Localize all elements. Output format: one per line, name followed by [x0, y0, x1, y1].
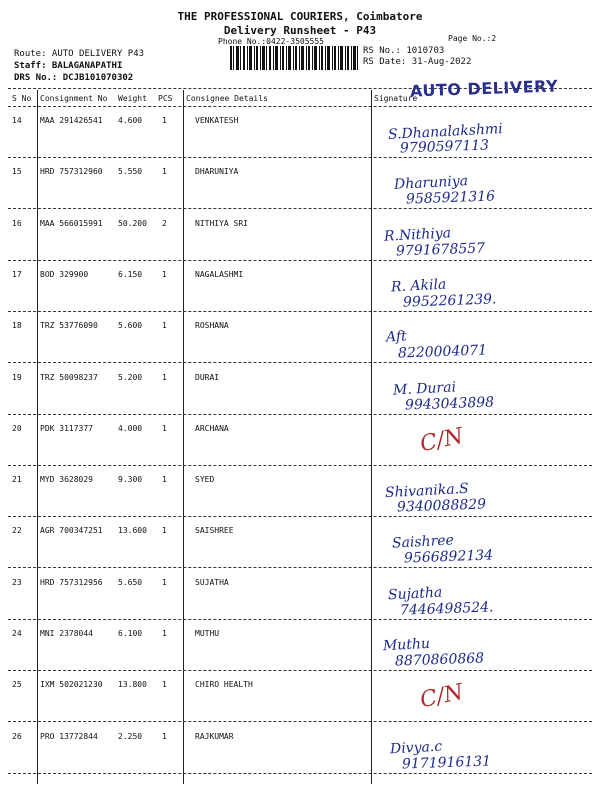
row-divider — [8, 619, 592, 620]
row-weight: 13.600 — [118, 526, 147, 535]
company-title: THE PROFESSIONAL COURIERS, Coimbatore — [177, 10, 423, 23]
row-sno: 16 — [12, 219, 22, 228]
auto-delivery-stamp: AUTO DELIVERY — [409, 76, 559, 101]
row-consignee: NITHIYA SRI — [195, 219, 248, 228]
phone-number: Phone No.:0422-3505555 — [218, 37, 324, 46]
row-cn-mark: C/N — [417, 423, 466, 458]
row-consignee: VENKATESH — [195, 116, 239, 125]
col-divider — [37, 90, 38, 784]
col-weight: Weight — [118, 94, 147, 103]
row-consignment: BOD 329900 — [40, 270, 89, 279]
row-divider — [8, 157, 592, 158]
row-signature-phone: 9943043898 — [404, 394, 495, 414]
col-signature: Signature — [374, 94, 418, 103]
row-sno: 23 — [12, 578, 22, 587]
row-consignment: MAA 566015991 — [40, 219, 103, 228]
row-weight: 4.000 — [118, 424, 143, 433]
row-weight: 5.650 — [118, 578, 143, 587]
row-consignee: ROSHANA — [195, 321, 229, 330]
page-number: Page No.:2 — [448, 34, 497, 43]
row-weight: 4.600 — [118, 116, 143, 125]
row-signature-phone: 9790597113 — [399, 137, 490, 157]
row-sno: 22 — [12, 526, 22, 535]
row-weight: 50.200 — [118, 219, 147, 228]
route-label: Route: AUTO DELIVERY P43 — [14, 49, 145, 59]
row-divider — [8, 773, 592, 774]
row-consignee: DURAI — [195, 373, 220, 382]
row-sno: 24 — [12, 629, 22, 638]
row-consignment: TRZ 53776090 — [40, 321, 98, 330]
row-pcs: 1 — [162, 732, 167, 741]
row-signature-name: R. Akila — [390, 276, 447, 296]
row-signature-phone: 7446498524. — [399, 599, 494, 619]
row-signature-phone: 8870860868 — [394, 650, 485, 670]
row-consignee: NAGALASHMI — [195, 270, 244, 279]
row-signature-phone: 9585921316 — [405, 188, 496, 208]
row-divider — [8, 260, 592, 261]
col-divider — [371, 90, 372, 784]
row-sno: 26 — [12, 732, 22, 741]
barcode-icon — [230, 46, 358, 70]
col-divider — [183, 90, 184, 784]
row-sno: 25 — [12, 680, 22, 689]
row-divider — [8, 670, 592, 671]
row-consignment: IXM 502021230 — [40, 680, 103, 689]
row-signature-name: Saishree — [391, 532, 455, 552]
col-consignment: Consignment No — [40, 94, 108, 103]
row-signature-name: M. Durai — [392, 379, 457, 399]
row-consignment: HRD 757312960 — [40, 167, 103, 176]
row-divider — [8, 311, 592, 312]
row-signature-phone: 9791678557 — [395, 240, 486, 260]
row-signature-name: Muthu — [382, 635, 431, 655]
row-sno: 18 — [12, 321, 22, 330]
row-sno: 19 — [12, 373, 22, 382]
col-consignee: Consignee Details — [186, 94, 268, 103]
row-consignee: SUJATHA — [195, 578, 229, 587]
row-pcs: 1 — [162, 270, 167, 279]
row-consignee: ARCHANA — [195, 424, 229, 433]
row-signature-phone: 9340088829 — [396, 496, 487, 516]
runsheet-title: Delivery Runsheet - P43 — [223, 24, 377, 37]
row-sno: 21 — [12, 475, 22, 484]
col-sno: S No — [12, 94, 32, 103]
row-signature-name: S.Dhanalakshmi — [387, 121, 504, 143]
row-consignee: MUTHU — [195, 629, 220, 638]
row-divider — [8, 465, 592, 466]
row-weight: 13.800 — [118, 680, 147, 689]
row-cn-mark: C/N — [417, 679, 466, 714]
row-weight: 6.100 — [118, 629, 143, 638]
row-consignment: PRO 13772844 — [40, 732, 98, 741]
row-signature-name: Sujatha — [387, 584, 443, 604]
row-consignee: SYED — [195, 475, 215, 484]
row-sno: 15 — [12, 167, 22, 176]
row-sno: 20 — [12, 424, 22, 433]
row-weight: 6.150 — [118, 270, 143, 279]
row-divider — [8, 567, 592, 568]
rs-number: RS No.: 1010703 — [363, 46, 445, 56]
row-pcs: 1 — [162, 475, 167, 484]
drs-number: DRS No.: DCJB101070302 — [14, 73, 134, 83]
row-pcs: 1 — [162, 321, 167, 330]
row-consignee: DHARUNIYA — [195, 167, 239, 176]
row-signature-phone: 8220004071 — [397, 342, 488, 362]
row-weight: 2.250 — [118, 732, 143, 741]
row-signature-name: Shivanika.S — [384, 480, 470, 502]
row-pcs: 1 — [162, 680, 167, 689]
row-pcs: 1 — [162, 424, 167, 433]
row-consignment: MNI 2378044 — [40, 629, 93, 638]
row-pcs: 1 — [162, 629, 167, 638]
row-signature-name: Divya.c — [389, 738, 443, 758]
row-sno: 17 — [12, 270, 22, 279]
row-consignee: SAISHREE — [195, 526, 234, 535]
row-pcs: 1 — [162, 578, 167, 587]
row-consignment: MYD 3628029 — [40, 475, 93, 484]
row-consignee: CHIRO HEALTH — [195, 680, 253, 689]
row-weight: 5.600 — [118, 321, 143, 330]
row-consignee: RAJKUMAR — [195, 732, 234, 741]
staff-label: Staff: BALAGANAPATHI — [14, 61, 123, 71]
row-sno: 14 — [12, 116, 22, 125]
header-bottom-rule — [8, 106, 592, 107]
row-signature-phone: 9171916131 — [401, 753, 492, 773]
row-signature-name: Aft — [385, 328, 408, 346]
row-signature-name: R.Nithiya — [383, 225, 452, 245]
row-divider — [8, 414, 592, 415]
row-weight: 9.300 — [118, 475, 143, 484]
row-divider — [8, 721, 592, 722]
row-signature-phone: 9952261239. — [402, 291, 497, 311]
row-consignment: AGR 700347251 — [40, 526, 103, 535]
row-consignment: TRZ 50098237 — [40, 373, 98, 382]
row-pcs: 2 — [162, 219, 167, 228]
row-consignment: MAA 291426541 — [40, 116, 103, 125]
row-pcs: 1 — [162, 116, 167, 125]
row-divider — [8, 516, 592, 517]
rs-date: RS Date: 31-Aug-2022 — [363, 57, 472, 67]
row-weight: 5.550 — [118, 167, 143, 176]
row-weight: 5.200 — [118, 373, 143, 382]
col-pcs: PCS — [158, 94, 173, 103]
row-pcs: 1 — [162, 167, 167, 176]
row-divider — [8, 362, 592, 363]
row-pcs: 1 — [162, 373, 167, 382]
row-consignment: HRD 757312956 — [40, 578, 103, 587]
row-consignment: PDK 3117377 — [40, 424, 93, 433]
row-signature-name: Dharuniya — [393, 173, 469, 193]
row-pcs: 1 — [162, 526, 167, 535]
row-divider — [8, 208, 592, 209]
row-signature-phone: 9566892134 — [403, 547, 494, 567]
